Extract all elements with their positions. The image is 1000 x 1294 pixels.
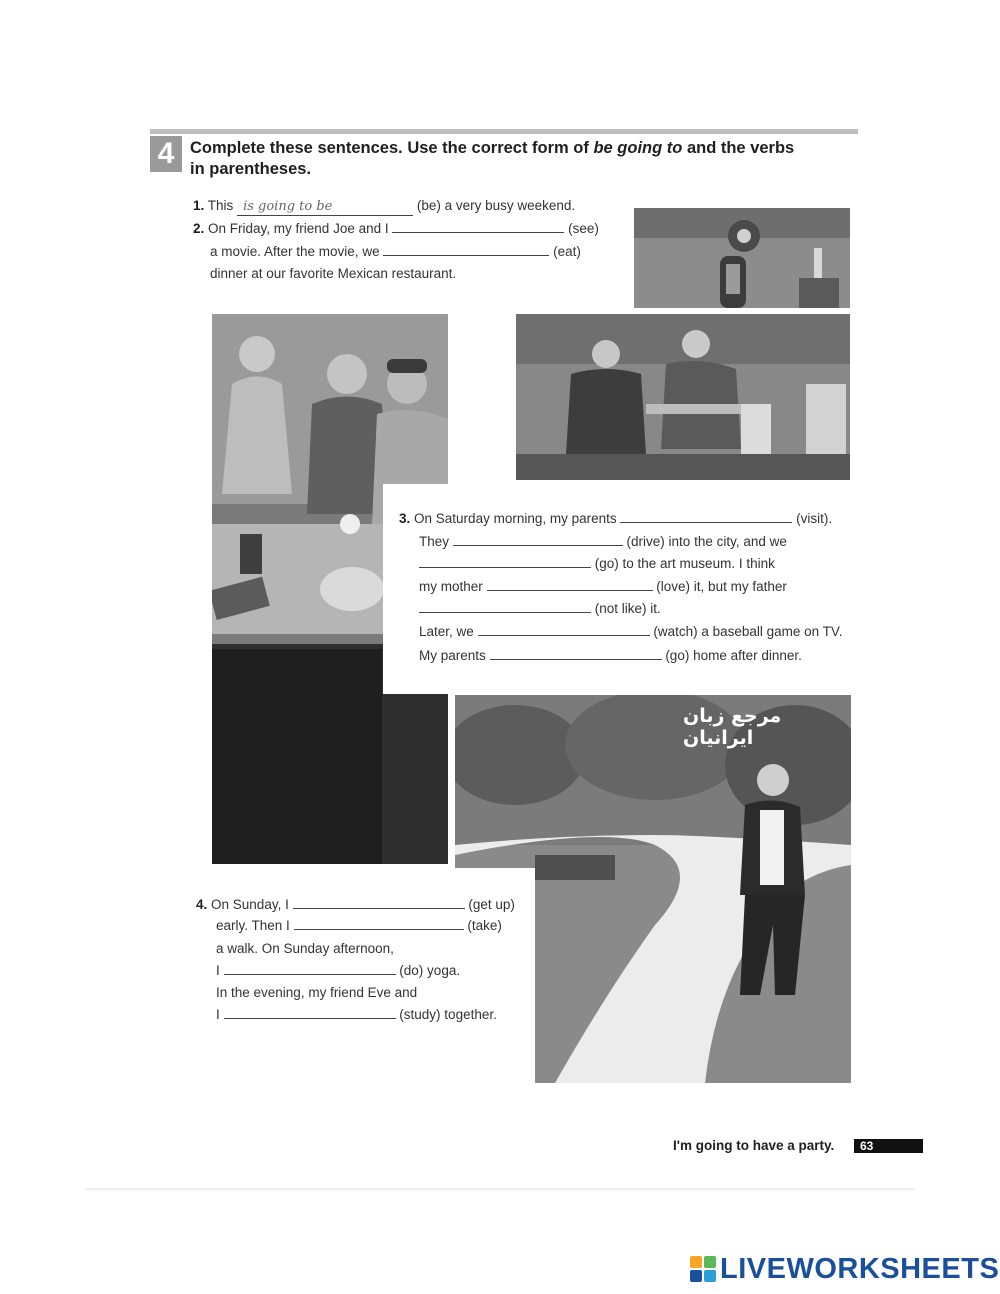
exercise-instruction: Complete these sentences. Use the correct form of be going to and the verbs in parentheses. [190, 139, 795, 178]
page-number: 63 [854, 1139, 923, 1153]
item-1: 1. This is going to be (be) a very busy weekend. [193, 198, 576, 214]
item-1-answer[interactable]: is going to be [237, 199, 413, 216]
liveworksheets-logo[interactable] [690, 1252, 999, 1286]
item-3-blank-7[interactable] [490, 646, 662, 660]
item-4-line-1: 4. On Sunday, I (get up) [196, 897, 515, 912]
brand-name: LIVEWORKSHEETS [720, 1252, 1000, 1285]
item-4-line-2: early. Then I (take) [216, 918, 502, 933]
item-3-blank-6[interactable] [478, 622, 650, 636]
item-2-line-1: 2. On Friday, my friend Joe and I (see) [193, 221, 599, 236]
item-4-line-6: I (study) together. [216, 1007, 497, 1022]
item-4-line-4: I (do) yoga. [216, 963, 461, 978]
item-3-blank-3[interactable] [419, 554, 591, 568]
restaurant-photo-top [634, 208, 850, 308]
item-2-blank-2[interactable] [383, 242, 549, 256]
item-3-blank-1[interactable] [620, 509, 792, 523]
restaurant-conversation-photo [516, 314, 850, 480]
item-4-line-5: In the evening, my friend Eve and [216, 985, 418, 1000]
item-2-line-3: dinner at our favorite Mexican restaurant. [210, 266, 457, 281]
item-3-line-4: my mother (love) it, but my father [419, 579, 787, 594]
item-3-line-7: My parents (go) home after dinner. [419, 648, 802, 663]
item-3-line-3: (go) to the art museum. I think [419, 553, 775, 575]
item-2-line-2: a movie. After the movie, we (eat) [210, 244, 581, 259]
header-rule [150, 129, 858, 134]
item-3-line-6: Later, we (watch) a baseball game on TV. [419, 624, 843, 639]
watermark-text: مرجع زبان ایرانیان [683, 705, 782, 749]
item-3-blank-4[interactable] [487, 577, 653, 591]
item-3-line-1: 3. On Saturday morning, my parents (visit). [399, 511, 833, 526]
item-4-blank-3[interactable] [224, 961, 396, 975]
item-4-blank-1[interactable] [293, 895, 465, 909]
item-3-line-2: They (drive) into the city, and we [419, 534, 787, 549]
item-4-line-3: a walk. On Sunday afternoon, [216, 941, 394, 956]
item-2-blank-1[interactable] [392, 219, 564, 233]
unit-title: I'm going to have a party. [673, 1138, 835, 1153]
liveworksheets-icon [690, 1256, 716, 1282]
page-bottom-rule [85, 1188, 915, 1190]
item-3-line-5: (not like) it. [419, 598, 661, 620]
item-4-blank-4[interactable] [224, 1005, 396, 1019]
item-3-blank-2[interactable] [453, 532, 623, 546]
item-4-blank-2[interactable] [294, 916, 464, 930]
item-3-blank-5[interactable] [419, 599, 591, 613]
exercise-number: 4 [150, 136, 182, 172]
